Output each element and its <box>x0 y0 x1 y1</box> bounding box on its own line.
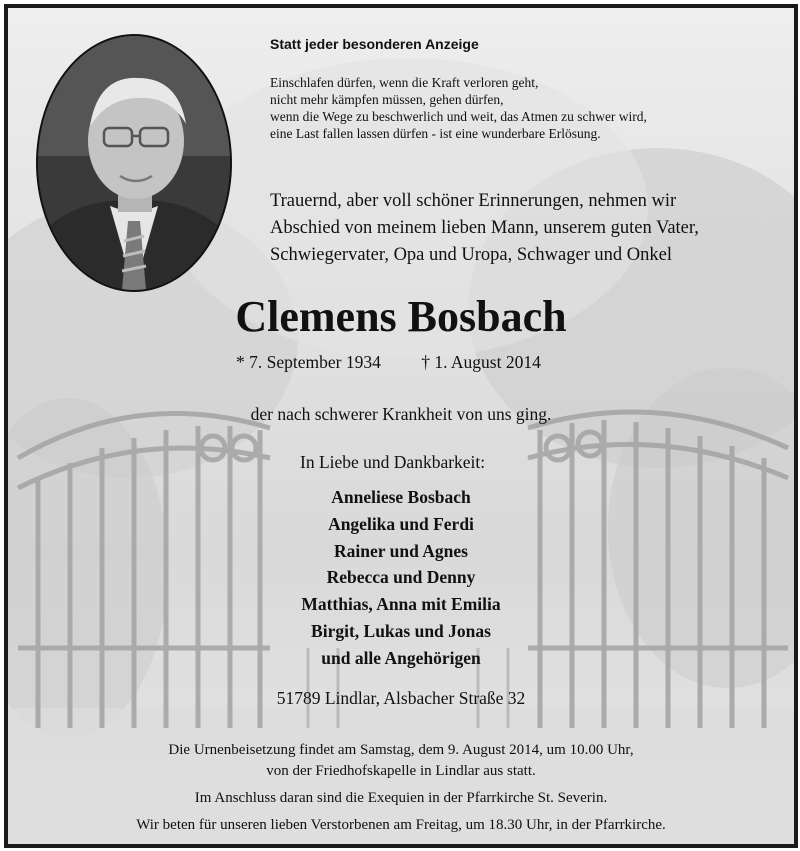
intro-line: Schwiegervater, Opa und Uropa, Schwager und Onkel <box>270 245 673 265</box>
thanks-heading: In Liebe und Dankbarkeit: <box>300 452 486 472</box>
mourner-entry: Rebecca und Denny <box>326 567 476 588</box>
poem-line: eine Last fallen lassen dürfen - ist eine wunderbare Erlösung. <box>270 126 601 141</box>
mourner-entry: Angelika und Ferdi <box>328 513 474 534</box>
birth-date: * 7. September 1934 <box>236 352 381 372</box>
details-line: Wir beten für unseren lieben Verstorbenen am Freitag, um 18.30 Uhr, in der Pfarrkirche. <box>136 817 666 833</box>
life-dates <box>236 352 541 373</box>
mourner-entry: Anneliese Bosbach <box>331 487 471 507</box>
obituary-notice <box>4 4 798 848</box>
deceased-name: Clemens Bosbach <box>235 292 567 341</box>
family-address: 51789 Lindlar, Alsbacher Straße 32 <box>276 688 526 708</box>
poem-line: nicht mehr kämpfen müssen, gehen dürfen, <box>270 92 504 107</box>
mourner-entry: und alle Angehörigen <box>321 647 481 668</box>
mourner-entry: Birgit, Lukas und Jonas <box>311 620 491 641</box>
poem-line: wenn die Wege zu beschwerlich und weit, das Atmen zu schwer wird, <box>270 109 647 124</box>
funeral-details <box>8 740 794 836</box>
mourner-entry: Matthias, Anna mit Emilia <box>301 594 501 615</box>
poem <box>270 74 647 142</box>
portrait-illustration <box>38 36 230 290</box>
notice-heading: Statt jeder besonderen Anzeige <box>270 36 479 52</box>
poem-line: Einschlafen dürfen, wenn die Kraft verloren geht, <box>270 75 539 90</box>
mourners-list <box>8 484 794 672</box>
details-line: von der Friedhofskapelle in Lindlar aus statt. <box>266 763 536 779</box>
portrait-photo <box>36 34 232 292</box>
intro-text <box>270 188 699 269</box>
intro-line: Abschied von meinem lieben Mann, unserem guten Vater, <box>270 218 699 238</box>
details-line: Im Anschluss daran sind die Exequien in der Pfarrkirche St. Severin. <box>194 790 608 806</box>
death-date: † 1. August 2014 <box>421 352 541 372</box>
intro-line: Trauernd, aber voll schöner Erinnerungen, nehmen wir <box>270 191 677 211</box>
mourner-entry: Rainer und Agnes <box>334 540 468 561</box>
details-line: Die Urnenbeisetzung findet am Samstag, dem 9. August 2014, um 10.00 Uhr, <box>168 742 634 758</box>
tagline: der nach schwerer Krankheit von uns ging. <box>250 404 552 424</box>
